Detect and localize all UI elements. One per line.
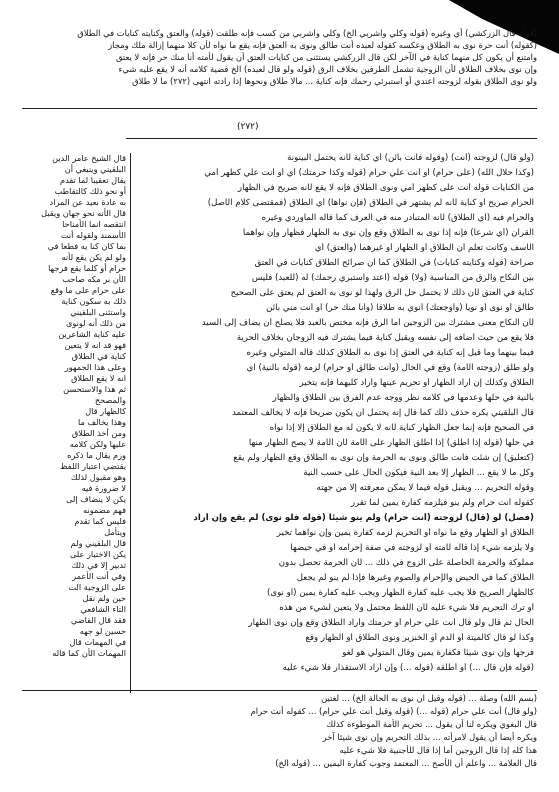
side-line: قال الشيخ عامر الدين <box>52 153 126 163</box>
side-line: قال الأنه نحو جهان ويقبل <box>41 208 126 218</box>
side-line: تدبير إلا في ذلك <box>71 560 126 570</box>
main-line: بين النكاح والرق من المناسبة (ولا) قوله (اعتد واستبري رحمك) له (للعبد) فليس <box>251 273 534 283</box>
side-line: فهم مضمونه <box>83 505 126 515</box>
page-body <box>22 28 537 768</box>
side-line: قال البلقيني ولم <box>70 538 126 548</box>
bottom-line: ويكره أيضا أن يقول لامرأته ... بذلك التحريم وإن نوى شيئا آخر <box>322 732 537 742</box>
side-line: التاء الشافعي <box>80 604 126 614</box>
main-line: طالق أو نوى أو نويا (وأوجعتك) أنوي به طلاقا (وأنا منك حر) أو أنت مني بائن <box>266 303 534 313</box>
main-line: بالنية في حلها وعدمها في كلامه نظر ووجه عدم الفرق بين الطلاق والظهار <box>272 393 534 403</box>
top-line-5: ولو نوى الطلاق بقوله لزوجته اعتدي أو استبرئي رحمك فإنه كناية ... مالا طلاق ونحوها إذا رادته انتهى (٢٧٢) ما لا طلاق <box>132 76 537 86</box>
main-line: (فصل) لو (قال) لزوجته (أنت حرام) ولم ينو شيئا (قوله فلو نوى) لم يقع وإن أراد <box>193 513 534 523</box>
top-line-2: (كقوله) أنت حرة نوى به الطلاق وعكسه كقوله لعبده أنت طالق ونوى به العتق فإنه يقع ما نواه لأن كلا منهما إزالة ملك ومجاز <box>108 40 537 50</box>
main-line: وكل ما لا يقع ... الظهار إلا بعد النية فيكون الحال على حسب النية <box>303 468 534 478</box>
side-line: يكن الاختيار على <box>69 549 126 559</box>
main-line: فرجها وإن نوى شيئا فكفارة يمين وقال المتولي هو لغو <box>342 648 534 658</box>
main-line: الطلاق كما في الحيض والإحرام والصوم وغيرها فإذا لم ينو لم يجعل <box>296 573 534 583</box>
side-line: حسين لو جهه <box>79 626 126 636</box>
top-line-4: وإن نوى بخلاف الطلاق لأن الزوجية تشمل الطرفين بخلاف الرق (قوله ولو قال لعبده) الخ قضية كلامه أنه لا يقع عليه شيء <box>118 64 537 74</box>
side-line: في المهمات قال <box>69 637 126 647</box>
header-rule <box>126 138 537 139</box>
side-line: وعلى هذا الجمهور <box>64 362 126 372</box>
side-line: أو نحو ذلك كالتقاطب <box>54 186 126 196</box>
main-line: الطلاق وكذلك إن أراد الظهار أو تحريم عينها وأراد كليهما فإنه يتخير <box>299 378 534 388</box>
main-line: الطلاق أو الظهار وقع ما نواه أو التحريم لزمه كفارة يمين وإن نواهما تخير <box>276 528 534 538</box>
main-line: من الكنايات قوله أنت على كظهر أمي ونوى الطلاق فإنه لا يقع لأنه صريح في الظهار <box>237 183 534 193</box>
side-line: عليه كناية الشاعرين <box>58 329 126 339</box>
side-line: ويتأمل <box>104 527 126 537</box>
bottom-line: قال البغوي ويكره لنا أن يقول ... تحريم الأمة الموطوءة كذلك <box>326 719 537 729</box>
side-line: وهو مقبول لذلك <box>70 472 126 482</box>
side-line: حين ولم نقل <box>82 593 126 603</box>
side-line: فهو قد انه لا يتعين <box>64 340 126 350</box>
side-line: المهمات الأن كما قاله <box>52 648 126 658</box>
main-line: صراحة (قوله وكنايته كنايات) في الطلاق كما أن صرائح الطلاق كنايات في العتق <box>254 258 534 268</box>
main-line: الحال ثم قال ولو قال أنت علي حرام أو حرمتك وأراد الطلاق وقع وإن نوى الظهار <box>248 618 534 628</box>
side-line: انه لا يقع الطلاق <box>71 373 126 383</box>
main-line: ولا يلزمه شيء إذا قاله لأمته أو لزوجته في صفة إحرامه أو في حيضها <box>290 543 534 553</box>
main-line: كقوله أنت حرام ولم ينو فيلزمه كفارة يمين لما تقرر <box>350 498 534 508</box>
main-line: مملوكة والحرمة الحاصلة على الزوج في ذلك ... لأن الحرمة تحصل بدون <box>278 558 534 568</box>
bottom-commentary-block <box>22 693 537 783</box>
side-line: الأن بر مكه صاحب <box>62 274 126 284</box>
side-line: فقد قال القاضي <box>70 615 126 625</box>
side-line: انتقصه انما الأمناحا <box>62 219 126 229</box>
bottom-line: (ولو قال) أنت علي حرام (قوله ...) (قوله وقيل أنت علي حرام) ... كقوله أنت حرام <box>250 706 537 716</box>
side-line: فليس كما تقدم <box>74 516 126 526</box>
side-line: ولو لم يكن يقع لأنه <box>61 252 126 262</box>
main-line: قال البلقيني يكره حذف ذلك كما قال إنه يحتمل أن يكون صريحا فإنه لا يخالف المعتمد <box>231 408 534 418</box>
side-line: وهذا يخالف ما <box>78 417 126 427</box>
side-line: عليها ولكن كلامه <box>69 439 126 449</box>
side-line: ومن أخذ الطلاق <box>71 428 126 438</box>
main-line: والحرام فيه (أي الطلاق) لأنه المتبادر منه في العرف كما قاله الماوردي وغيره <box>261 213 534 223</box>
main-text-column <box>134 153 534 693</box>
main-line: (كتعليق) إن شئت فأنت طالق ونوى به الحرمة وإن نوى به الطلاق وقع الظهار ولم يقع <box>233 453 534 463</box>
scan-edge-left <box>0 0 22 792</box>
side-commentary-column <box>22 153 126 658</box>
main-line: وقوله التحريم ... ويقبل قوله فيما لا يمكن معرفته إلا من جهته <box>316 483 534 493</box>
column-divider <box>130 153 131 693</box>
main-line: كالظهار الصريح فلا يجب عليه كفارة الظهار ويجب عليه كفارة يمين (أو نوى) <box>266 588 534 598</box>
main-line: الحرام صريح أو كناية لأنه لم يشتهر في الطلاق (فإن نواها) أي الطلاق (فمقتضى كلام الأصل) <box>207 198 534 208</box>
main-line: فيما بينهما وما قيل إنه كناية في العتق إذا نوى به الطلاق كذلك قاله المتولي وغيره <box>246 348 534 358</box>
page-number: (٢٧٢) <box>237 122 259 132</box>
main-line: في الصحيح فإنه إنما جعل الظهار كناية لأنه لا يكون له مع الطلاق إلا إذا نواه <box>269 423 534 433</box>
main-line: (ولو قال) لزوجته (أنت) (وقوله فأنت بائن) أي كناية لأنه يحتمل البينونة <box>287 153 534 163</box>
side-line: والمصحح <box>94 395 126 405</box>
side-line: من ذلك أنه لونوى <box>65 318 126 328</box>
side-line: يكن لا ينضاف إلى <box>66 494 126 504</box>
side-line: الأسمند ولقوله أنت <box>60 230 126 240</box>
main-line: كناية في العتق لأن ذلك لا يحتمل حل الرق ولهذا لو نوى به العتق لم يعتق على الصحيح <box>230 288 534 298</box>
side-line: ذلك به سكون كناية <box>61 296 126 306</box>
side-line: وفي أنت الأعمر <box>72 571 126 581</box>
main-line: وكذا لو قال كالميتة أو الدم أو الخنزير ونوى الطلاق أو الظهار وقع <box>305 633 534 643</box>
main-line: في حلها (قوله إذا أطلق) إذا أطلق الظهار على الأمة لأن الأمة لا يصح الظهار منها <box>248 438 534 448</box>
main-line: ولو طلق (زوجته الأمة) وقع في الحال (وأنت طالق أو حرام) لزمه (قوله بالنية) أي <box>246 363 534 373</box>
top-footnote-block <box>22 28 537 148</box>
top-line-1: (قوله قال الزركشي) أي وغيره (قوله وكلي واشربي الخ) وكلي واشربي من كسب فإنه طلقت (قوله) والعتق وكنايته كنايات في الطلاق <box>77 28 537 38</box>
side-line: به عادة بعيد عن المراد <box>49 197 126 207</box>
side-line: على حرام على ما وقع <box>50 285 126 295</box>
main-line: (قوله فإن قال ...) أو أطلقه (قوله ...) وإن أراد الاستقذار فلا شيء عليه <box>282 663 534 673</box>
main-line: القرآن (أي شرعا) فإنه إذا نوى به الطلاق وقع وإن نوى به الظهار فظهار وإن نواهما <box>242 228 534 238</box>
side-line: واستثنى البلقيني <box>70 307 126 317</box>
bottom-line: هذا كله إذا قال الزوجين أما إذا قال للأجنبية فلا شيء عليه <box>339 745 537 755</box>
side-line: يقتضي اعتبار اللفظ <box>60 461 126 471</box>
top-divider <box>22 108 537 109</box>
main-line: الأسف وكانت تعلم أن الطلاق أو الظهار أو غيرهما (والعتق) أي <box>314 243 534 253</box>
side-line: وزم يقال ما ذكره <box>67 450 126 460</box>
side-line: على الزوجية الت <box>68 582 126 592</box>
side-line: كناية في الطلاق <box>71 351 126 361</box>
side-line: ثم هذا والاستحسن <box>63 384 126 394</box>
bottom-divider <box>22 690 537 691</box>
side-line: البلقيني وينبغي أن <box>64 164 126 174</box>
side-line: كالظهار قال <box>85 406 126 416</box>
side-line: لا ضرورة فيه <box>81 483 126 493</box>
main-line: أو ترك التحريم فلا شيء عليه لأن اللفظ محتمل ولا يتعين لشيء من هذه <box>279 603 534 613</box>
side-line: حرام أو كلما يقع فرجها <box>48 263 126 273</box>
top-line-3: وامتنع أن يكون كل منهما كناية في الآخر لكن قال الزركشي يستثنى من كنايات العتق أن يقول لأمته أنا منك حر فإنه لا يعتق <box>115 52 537 62</box>
main-line: لأن النكاح معنى مشترك بين الزوجين أما الرق فإنه مختص بالعبد فلا يصلح أن يضاف إلى السيد <box>201 318 534 328</box>
side-line: بما كان كنا يه فطعا في <box>47 241 126 251</box>
main-line: فلا يقع من حيث أضافه إلى نفسه ويقبل كناية فيما يشترك فيه الزوجان بخلاف الحرية <box>236 333 534 343</box>
side-line: يقال تعقيبا لما تقدم <box>60 175 126 185</box>
main-line: (وكذا حلال الله) (على حرام) أو أنت علي حرام (قوله وكذا حرمتك) أي أو أنت علي كظهر أمي <box>204 168 534 178</box>
bottom-line: قال العلامة ... واعلم أن الأصح ... المعتمد وجوب كفارة اليمين ... (قوله الخ) <box>275 758 537 768</box>
bottom-line: (بسم الله) وصلة ... (قوله وقيل ان نوى به الحالة الخ) ... لغتين <box>321 693 537 703</box>
